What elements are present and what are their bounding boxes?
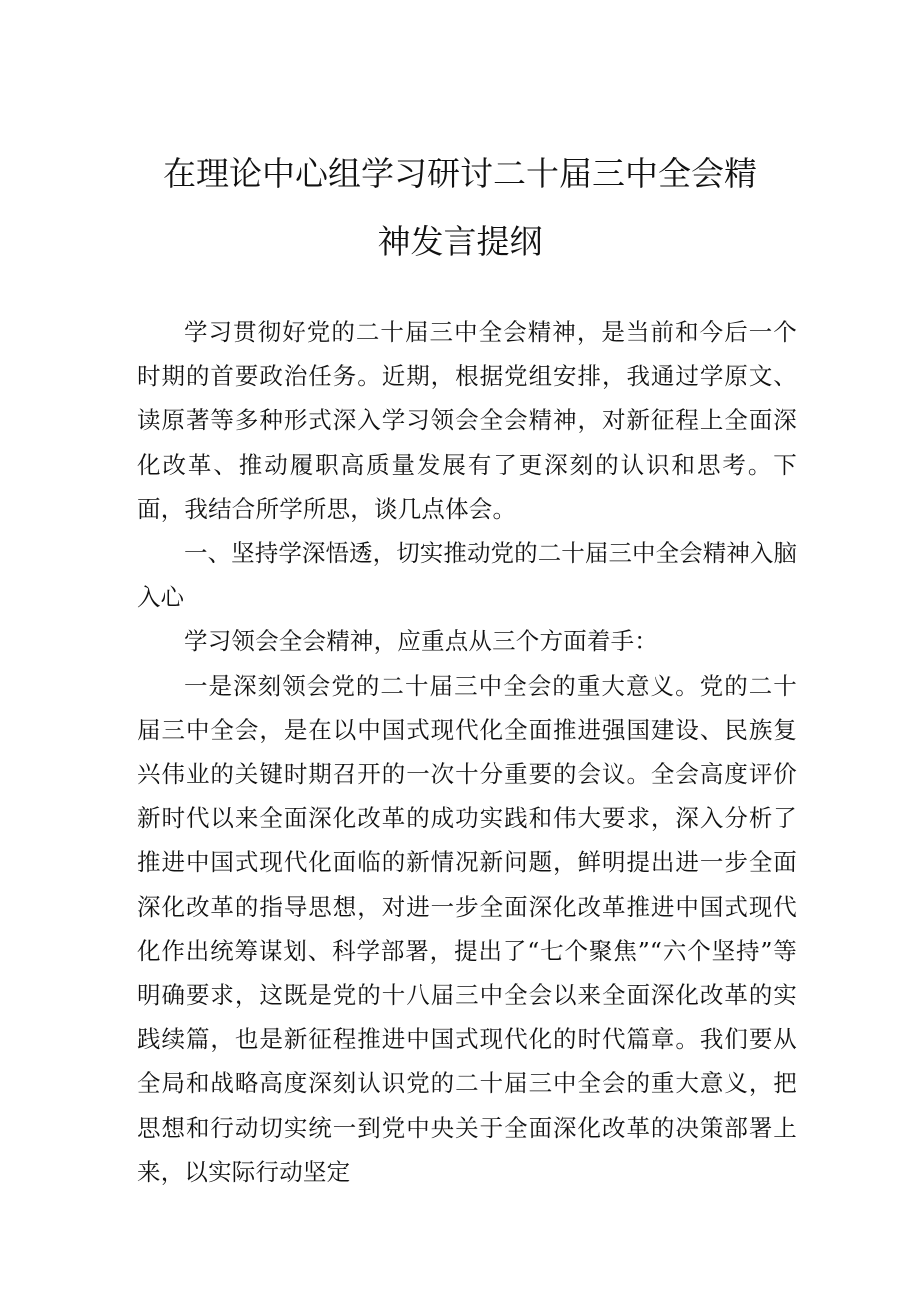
document-body — [137, 310, 797, 1194]
intro-paragraph: 学习贯彻好党的二十届三中全会精神，是当前和今后一个时期的首要政治任务。近期，根据党组安排，我通过学原文、读原著等多种形式深入学习领会全会精神，对新征程上全面深化改革、推动履职高质量发展有了更深刻的认识和思考。下面，我结合所学所思，谈几点体会。 — [137, 318, 797, 523]
document-title-line-1: 在理论中心组学习研讨二十届三中全会精 — [163, 154, 757, 193]
section-heading: 一、坚持学深悟透，切实推动党的二十届三中全会精神入脑入心 — [137, 539, 797, 612]
section-point-paragraph: 一是深刻领会党的二十届三中全会的重大意义。党的二十届三中全会，是在以中国式现代化全面推进强国建设、民族复兴伟业的关键时期召开的一次十分重要的会议。全会高度评价新时代以来全面深化改革的成功实践和伟大要求，深入分析了推进中国式现代化面临的新情况新问题，鲜明提出进一步全面深化改革的指导思想，对进一步全面深化改革推进中国式现代化作出统筹谋划、科学部署，提出了“七个聚焦”“六个坚持”等明确要求，这既是党的十八届三中全会以来全面深化改革的实践续篇，也是新征程推进中国式现代化的时代篇章。我们要从全局和战略高度深刻认识党的二十届三中全会的重大意义，把思想和行动切实统一到党中央关于全面深化改革的决策部署上来，以实际行动坚定 — [137, 671, 797, 1186]
document-title-line-2: 神发言提纲 — [377, 222, 543, 261]
section-intro-paragraph: 学习领会全会精神，应重点从三个方面着手： — [184, 627, 658, 656]
